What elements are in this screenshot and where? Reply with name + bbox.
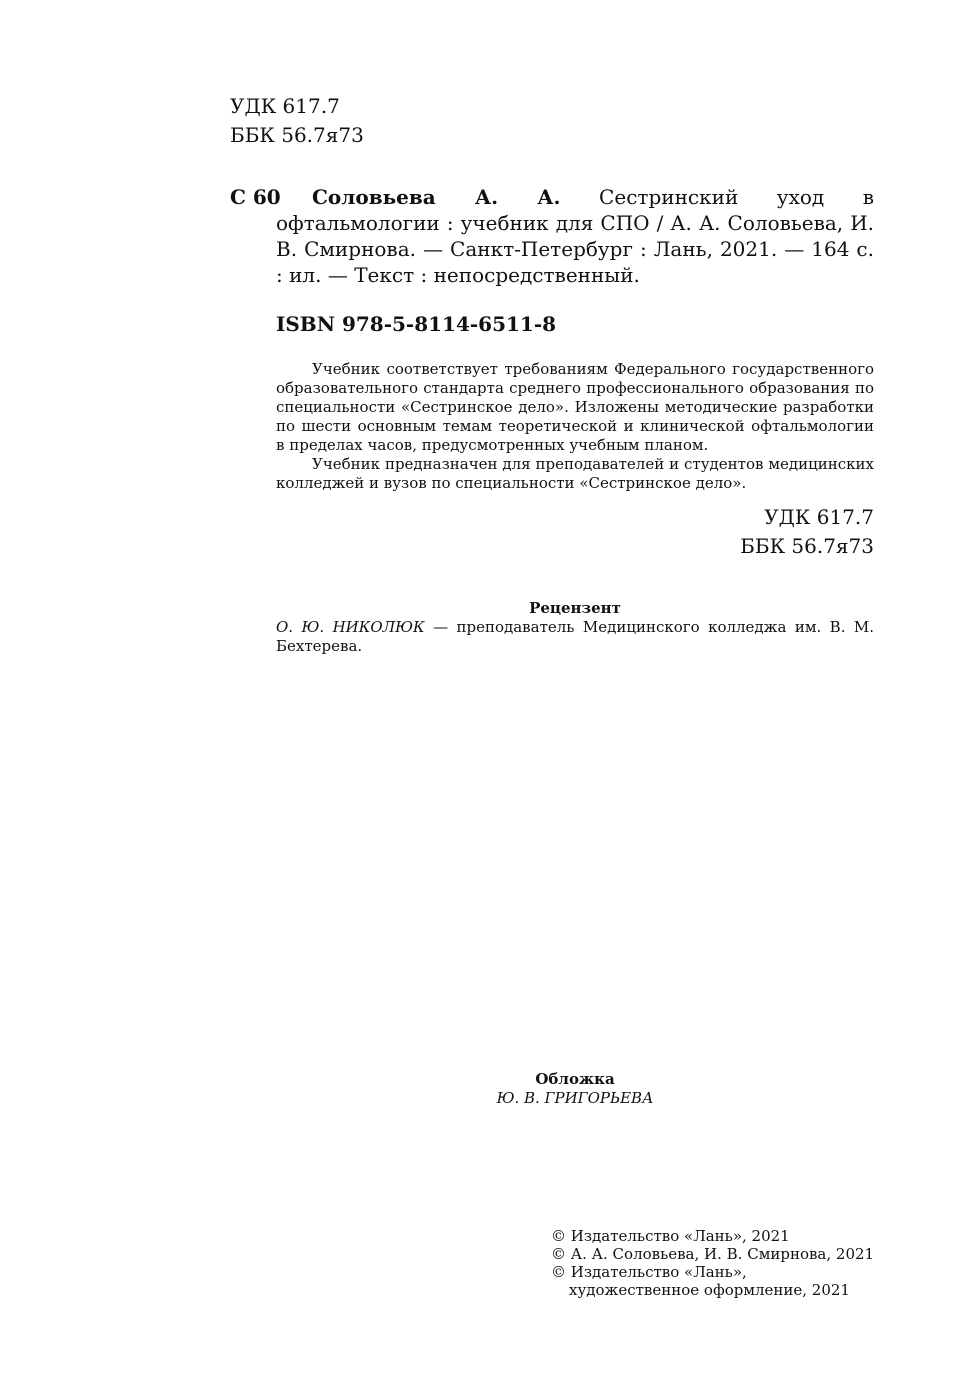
classification-top [230, 92, 364, 150]
annotation-paragraph: Учебник предназначен для преподавателей и студентов медицинских колледжей и вузов по специальности «Сестринское дело». [276, 455, 874, 492]
copyright-continuation: художественное оформление, 2021 [569, 1281, 850, 1299]
copyright-line: © Издательство «Лань», [551, 1263, 747, 1281]
author-sign: С 60 [230, 185, 281, 209]
annotation [276, 360, 874, 493]
udk-code: УДК 617.7 [230, 94, 340, 118]
copyright-block [551, 1227, 874, 1299]
classification-bottom [600, 503, 874, 561]
bbk-code: ББК 56.7я73 [740, 534, 874, 558]
annotation-paragraph: Учебник соответствует требованиям Федерального государственного образовательного стандарта среднего профессионального образования по специальности «Сестринское дело». Изложены методические разработки по шести основным темам теоретической и клинической офтальмологии в пределах часов, предусмотренных учебным планом. [276, 360, 874, 454]
cover-designer: Ю. В. ГРИГОРЬЕВА [496, 1089, 654, 1107]
cover-heading: Обложка [535, 1070, 615, 1088]
bibliographic-details: Сестринский уход в офтальмологии : учебник для СПО / А. А. Соловьева, И. В. Смирнова. — Санкт-Петербург : Лань, 2021. — 164 с. : ил. — Текст : непосредственный. [276, 185, 875, 287]
copyright-line: © Издательство «Лань», 2021 [551, 1227, 790, 1245]
copyright-line: © А. А. Соловьева, И. В. Смирнова, 2021 [551, 1245, 875, 1263]
reviewer-heading: Рецензент [529, 599, 621, 617]
bbk-code: ББК 56.7я73 [230, 123, 364, 147]
udk-code: УДК 617.7 [764, 505, 874, 529]
reviewer-info [276, 618, 874, 656]
reviewer-description: — преподаватель Медицинского колледжа им. В. М. Бехтерева. [276, 618, 874, 655]
reviewer-name: О. Ю. НИКОЛЮК [276, 618, 425, 636]
author-name: Соловьева А. А. [312, 185, 561, 209]
isbn: ISBN 978-5-8114-6511-8 [276, 312, 557, 336]
bibliographic-description [276, 184, 874, 288]
